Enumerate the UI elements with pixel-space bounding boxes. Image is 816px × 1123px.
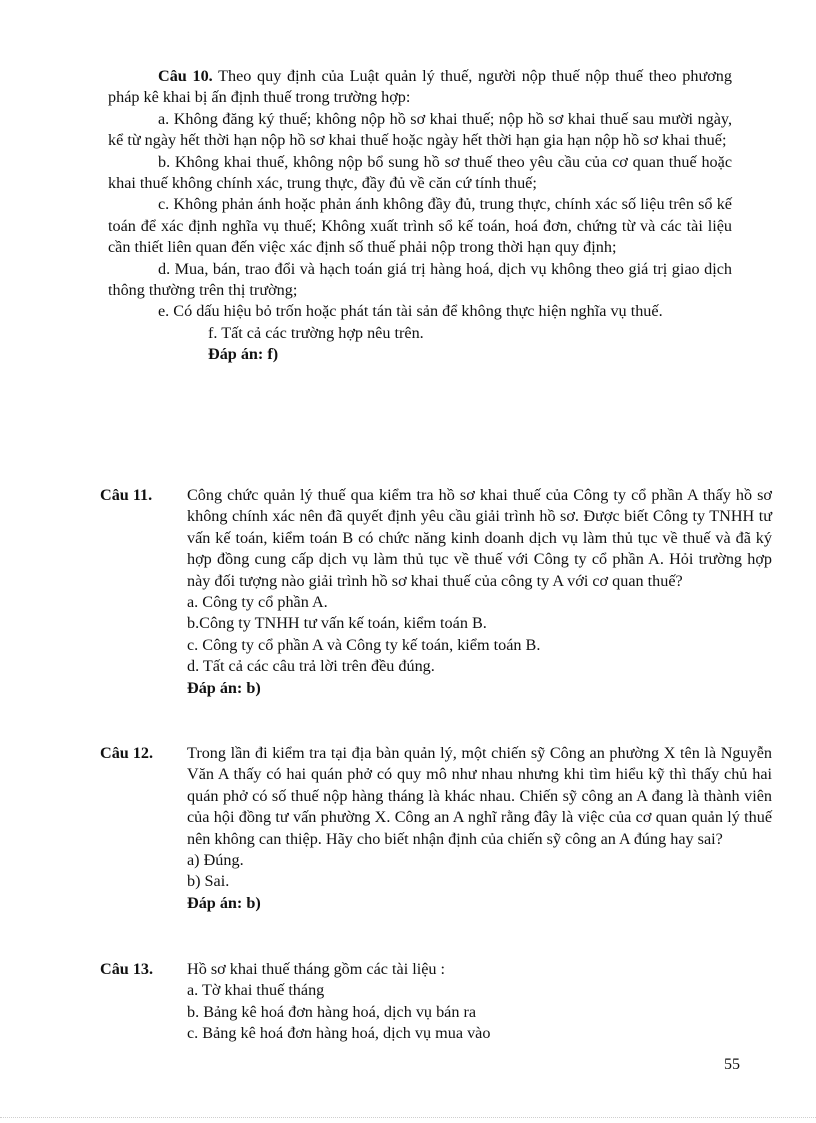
question-10-option-d: d. Mua, bán, trao đổi và hạch toán giá trị hàng hoá, dịch vụ không theo giá trị giao dịch thông thường trên thị trường; [108,259,732,300]
question-10-option-e: e. Có dấu hiệu bỏ trốn hoặc phát tán tài sản để không thực hiện nghĩa vụ thuế. [158,302,663,321]
question-10-option-a: a. Không đăng ký thuế; không nộp hồ sơ khai thuế; nộp hồ sơ khai thuế sau mười ngày, kể từ ngày hết thời hạn nộp hồ sơ khai thuế hoặc ngày hết thời hạn gia hạn nộp hồ sơ khai thuế; [108,109,732,150]
question-12-option-b: b) Sai. [187,872,230,891]
page-bottom-divider [0,1117,816,1118]
question-11-stem: Công chức quản lý thuế qua kiểm tra hồ sơ khai thuế của Công ty cổ phần A thấy hồ sơ không chính xác nên đã quyết định yêu cầu giải trình hồ sơ. Được biết Công ty TNHH tư vấn kế toán, kiểm toán B có chức năng kinh doanh dịch vụ làm thủ tục về thuế và đã ký hợp đồng cung cấp dịch vụ làm thủ tục về thuế với Công ty cổ phần A. Hỏi trường hợp này đối tượng nào giải trình hồ sơ khai thuế của công ty A với cơ quan thuế? [187,486,772,590]
question-11-label: Câu 11. [100,486,153,504]
question-10-option-f: f. Tất cả các trường hợp nêu trên. [208,323,424,342]
question-12 [100,743,772,914]
question-12-answer-line [187,893,772,914]
question-10-text: Theo quy định của Luật quản lý thuế, người nộp thuế nộp thuế theo phương pháp kê khai bị ấn định thuế trong trường hợp: [108,67,732,107]
question-10-stem [108,66,732,109]
question-10-option-c: c. Không phản ánh hoặc phản ánh không đầy đủ, trung thực, chính xác số liệu trên sổ kế toán để xác định nghĩa vụ thuế; Không xuất trình sổ kế toán, hoá đơn, chứng từ và các tài liệu cần thiết liên quan đến việc xác định số thuế phải nộp trong thời hạn quy định; [108,195,732,257]
question-10-answer: Đáp án: f) [208,345,279,364]
question-13 [100,959,772,1045]
question-10-answer-line [108,344,732,365]
question-11-answer-line [187,678,772,699]
question-10 [108,66,732,366]
question-12-label: Câu 12. [100,744,154,762]
question-10-option-b: b. Không khai thuế, không nộp bổ sung hồ sơ thuế theo yêu cầu của cơ quan thuế hoặc khai thuế không chính xác, trung thực, đầy đủ về căn cứ tính thuế; [108,152,732,193]
question-11-option-a: a. Công ty cổ phần A. [187,593,328,612]
question-13-option-a: a. Tờ khai thuế tháng [187,981,325,1000]
question-13-option-c: c. Bảng kê hoá đơn hàng hoá, dịch vụ mua vào [187,1024,491,1043]
question-11-option-b: b.Công ty TNHH tư vấn kế toán, kiểm toán B. [187,614,487,633]
question-10-label: Câu 10. [158,67,213,85]
question-11 [100,485,772,699]
question-11-option-c: c. Công ty cổ phần A và Công ty kế toán, kiểm toán B. [187,635,541,654]
question-11-body [187,485,772,699]
question-13-body [187,959,772,1045]
question-12-option-a: a) Đúng. [187,851,244,870]
question-13-stem: Hồ sơ khai thuế tháng gồm các tài liệu : [187,960,446,978]
question-11-answer: Đáp án: b) [187,678,261,697]
question-13-label: Câu 13. [100,960,154,978]
question-12-body [187,743,772,914]
question-12-stem: Trong lần đi kiểm tra tại địa bàn quản lý, một chiến sỹ Công an phường X tên là Nguyễn Văn A thấy có hai quán phở có quy mô như nhau nhưng khi tìm hiểu kỹ thì thấy chủ hai quán phở có số thuế nộp hàng tháng là khác nhau. Chiến sỹ công an A đang là thành viên của hội đồng tư vấn phường X. Công an A nghĩ rằng đây là việc của cơ quan quản lý thuế nên không can thiệp. Hãy cho biết nhận định của chiến sỹ công an A đúng hay sai? [187,744,772,848]
question-11-option-d: d. Tất cả các câu trả lời trên đều đúng. [187,657,435,676]
question-12-answer: Đáp án: b) [187,893,261,912]
question-13-option-b: b. Bảng kê hoá đơn hàng hoá, dịch vụ bán ra [187,1002,477,1021]
page-number: 55 [724,1056,740,1073]
